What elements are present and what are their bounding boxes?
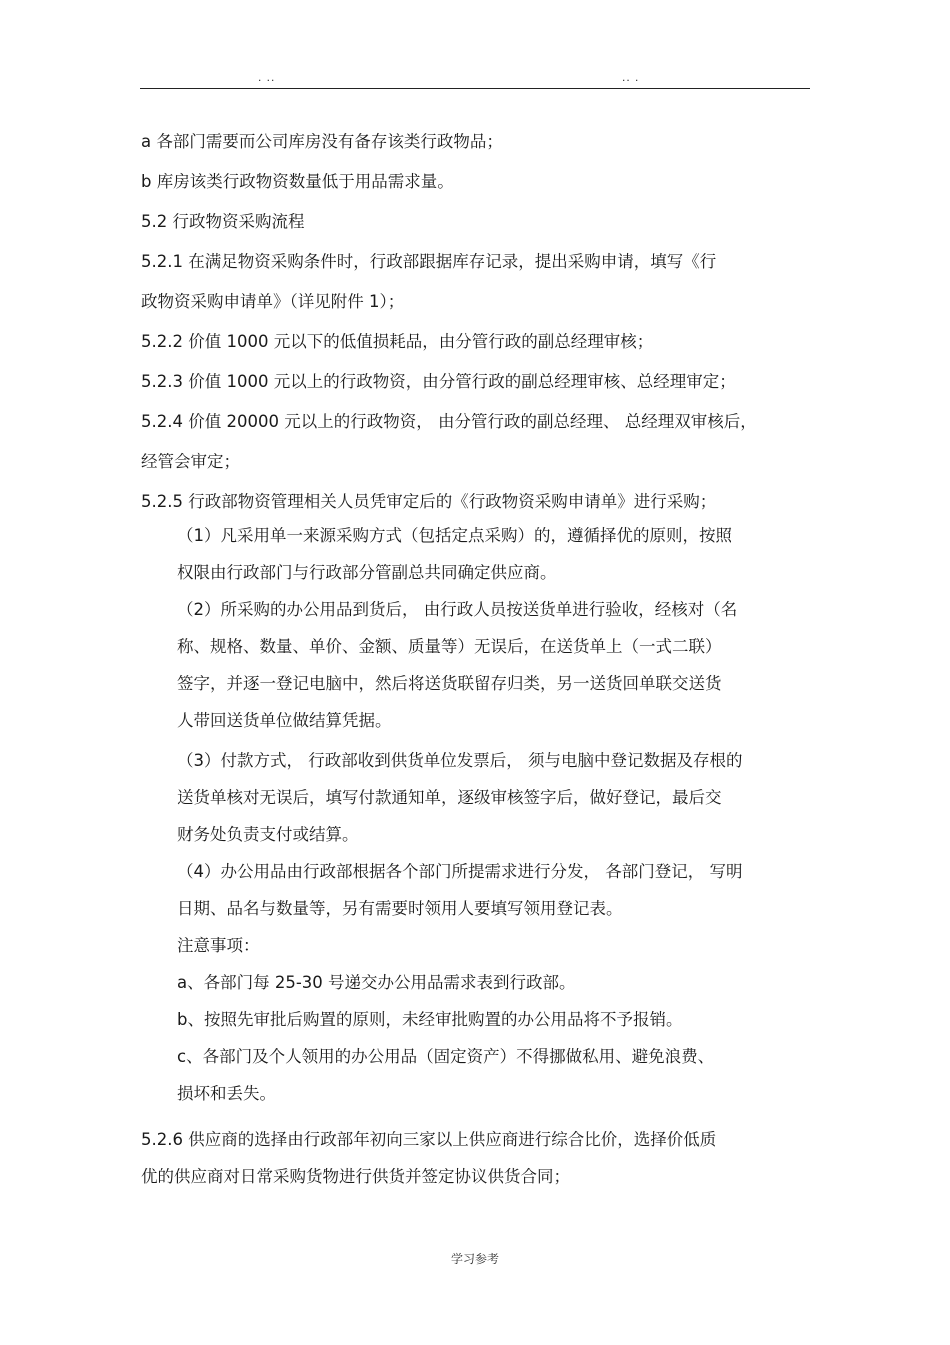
text-line: 5.2.2 价值 1000 元以下的低值损耗品，由分管行政的副总经理审核； xyxy=(141,332,654,351)
text-line: 日期、品名与数量等，另有需要时领用人要填写领用登记表。 xyxy=(177,899,623,918)
text-line: 权限由行政部门与行政部分管副总共同确定供应商。 xyxy=(177,563,557,582)
text-line: b 库房该类行政物资数量低于用品需求量。 xyxy=(141,172,454,191)
text-line: a 各部门需要而公司库房没有备存该类行政物品； xyxy=(141,132,503,151)
text-line: （2）所采购的办公用品到货后， 由行政人员按送货单进行验收，经核对（名 xyxy=(177,600,738,619)
list-item: c、各部门及个人领用的办公用品（固定资产）不得挪做私用、避免浪费、 xyxy=(177,1047,715,1066)
text-line: 5.2.5 行政部物资管理相关人员凭审定后的《行政物资采购申请单》进行采购； xyxy=(141,492,717,511)
text-line: （4）办公用品由行政部根据各个部门所提需求进行分发， 各部门登记， 写明 xyxy=(177,862,743,881)
list-item: a、各部门每 25-30 号递交办公用品需求表到行政部。 xyxy=(177,973,576,992)
section-heading: 5.2 行政物资采购流程 xyxy=(141,212,305,231)
header-marks-right: .. . xyxy=(622,70,640,84)
text-line: 政物资采购申请单》（详见附件 1）； xyxy=(141,292,405,311)
text-line: 5.2.4 价值 20000 元以上的行政物资， 由分管行政的副总经理、 总经理双审核后， xyxy=(141,412,757,431)
header-marks-left: . .. xyxy=(258,70,276,84)
text-line: 经管会审定； xyxy=(141,452,240,471)
header-rule xyxy=(140,88,810,89)
text-line: （1）凡采用单一来源采购方式（包括定点采购）的，遵循择优的原则，按照 xyxy=(177,526,732,545)
text-line: 财务处负责支付或结算。 xyxy=(177,825,359,844)
text-line: 5.2.1 在满足物资采购条件时，行政部跟据库存记录，提出采购申请，填写《行 xyxy=(141,252,717,271)
text-line: 损坏和丢失。 xyxy=(177,1084,276,1103)
text-line: 优的供应商对日常采购货物进行供货并签定协议供货合同； xyxy=(141,1167,570,1186)
text-line: 送货单核对无误后，填写付款通知单，逐级审核签字后，做好登记，最后交 xyxy=(177,788,722,807)
text-line: 签字，并逐一登记电脑中，然后将送货联留存归类，另一送货回单联交送货 xyxy=(177,674,722,693)
text-line: 称、规格、数量、单价、金额、质量等）无误后，在送货单上（一式二联） xyxy=(177,637,722,656)
text-line: 5.2.3 价值 1000 元以上的行政物资，由分管行政的副总经理审核、总经理审定； xyxy=(141,372,736,391)
text-line: 人带回送货单位做结算凭据。 xyxy=(177,711,392,730)
text-line: 5.2.6 供应商的选择由行政部年初向三家以上供应商进行综合比价，选择价低质 xyxy=(141,1130,717,1149)
list-item: b、按照先审批后购置的原则，未经审批购置的办公用品将不予报销。 xyxy=(177,1010,683,1029)
page-footer: 学习参考 xyxy=(450,1252,499,1266)
notes-heading: 注意事项： xyxy=(177,936,260,955)
text-line: （3）付款方式， 行政部收到供货单位发票后， 须与电脑中登记数据及存根的 xyxy=(177,751,743,770)
